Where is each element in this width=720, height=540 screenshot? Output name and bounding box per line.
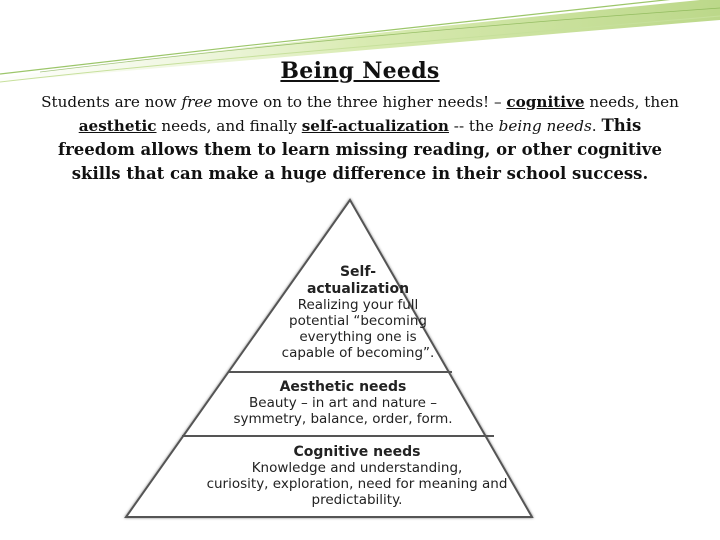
term-cognitive: cognitive (506, 93, 585, 111)
bold-statement: This freedom allows them to learn missing reading, or other cognitive skills that can make a huge difference in their school success. (58, 116, 662, 183)
tier-description: Knowledge and understanding, (251, 460, 463, 476)
intro-paragraph (40, 90, 680, 186)
tier-description: potential “becoming (289, 313, 427, 329)
text-segment: Students are now (41, 93, 182, 111)
term-aesthetic: aesthetic (78, 117, 157, 135)
tier-description: Beauty – in art and nature – (249, 395, 437, 411)
page-title: Being Needs (280, 58, 440, 84)
tier-description: Realizing your full (297, 297, 419, 313)
term-self-actualization: self-actualization (301, 117, 449, 135)
tier-description: everything one is (299, 329, 417, 345)
text-segment: . (591, 117, 602, 135)
text-segment: move on to the three higher needs! – (212, 93, 507, 111)
text-being-needs: being needs (498, 117, 592, 135)
text-segment: needs, then (584, 93, 679, 111)
tier-description: predictability. (311, 492, 403, 508)
tier-heading: actualization (306, 281, 410, 297)
tier-heading: Cognitive needs (293, 444, 421, 460)
text-free: free (181, 93, 213, 111)
needs-pyramid-diagram (120, 195, 600, 525)
tier-description: capable of becoming”. (281, 345, 435, 361)
tier-heading: Aesthetic needs (279, 379, 407, 395)
tier-description: curiosity, exploration, need for meaning and (206, 476, 508, 492)
tier-heading: Self- (339, 264, 377, 280)
tier-description: symmetry, balance, order, form. (233, 411, 453, 427)
text-segment: -- the (448, 117, 499, 135)
text-segment: needs, and finally (156, 117, 302, 135)
